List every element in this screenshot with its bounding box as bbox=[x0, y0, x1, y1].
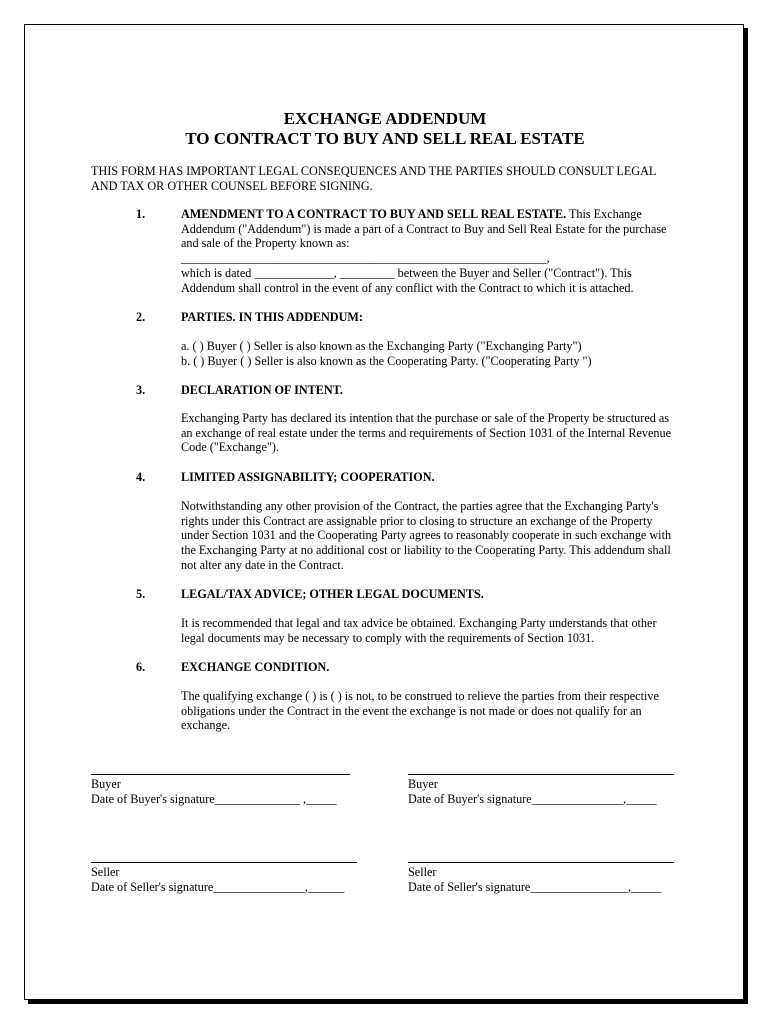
section-2-parties bbox=[181, 339, 681, 368]
section-2-heading: PARTIES. IN THIS ADDENDUM: bbox=[181, 310, 363, 324]
seller-1-date-line[interactable]: Date of Seller's signature_______________,______ bbox=[91, 880, 345, 894]
section-4-number: 4. bbox=[136, 470, 146, 484]
buyer-1-label: Buyer bbox=[91, 777, 121, 791]
buyer-2-label: Buyer bbox=[408, 777, 438, 791]
buyer-1-signature-line[interactable] bbox=[91, 774, 350, 775]
seller-1-label: Seller bbox=[91, 865, 120, 879]
section-1-number: 1. bbox=[136, 207, 146, 221]
section-2-number: 2. bbox=[136, 310, 146, 324]
seller-2-label: Seller bbox=[408, 865, 437, 879]
buyer-1-date-line[interactable]: Date of Buyer's signature______________ ,_____ bbox=[91, 792, 337, 806]
section-1-text-2: which is dated _____________, _________ between the Buyer and Seller ("Contract"). This Addendum shall control in the event of any conflict with the Contract to which it is attached. bbox=[181, 265, 634, 295]
section-4-heading: LIMITED ASSIGNABILITY; COOPERATION. bbox=[181, 470, 435, 484]
seller-1-signature-line[interactable] bbox=[91, 862, 357, 863]
document-title-line-2: TO CONTRACT TO BUY AND SELL REAL ESTATE bbox=[185, 129, 585, 148]
section-1-heading: AMENDMENT TO A CONTRACT TO BUY AND SELL REAL ESTATE. bbox=[181, 207, 567, 221]
seller-2-signature-line[interactable] bbox=[408, 862, 674, 863]
section-5-number: 5. bbox=[136, 587, 146, 601]
exchanging-party-line: a. ( ) Buyer ( ) Seller is also known as the Exchanging Party ("Exchanging Party") bbox=[181, 339, 582, 353]
section-3-number: 3. bbox=[136, 383, 146, 397]
property-address-blank: ____________________________________________________________, bbox=[181, 251, 550, 266]
seller-2-date-line[interactable]: Date of Seller's signature________________,_____ bbox=[408, 880, 662, 894]
buyer-2-signature-line[interactable] bbox=[408, 774, 674, 775]
section-5-text: It is recommended that legal and tax advice be obtained. Exchanging Party understands that other legal documents may be necessary to comply with the requirements of Section 1031. bbox=[181, 616, 657, 645]
section-1-text: This Exchange Addendum ("Addendum") is made a part of a Contract to Buy and Sell Real Estate for the purchase and sale of the Property known as: bbox=[181, 207, 667, 251]
section-6-heading: EXCHANGE CONDITION. bbox=[181, 660, 330, 674]
cooperating-party-line: b. ( ) Buyer ( ) Seller is also known as the Cooperating Party. ("Cooperating Party ") bbox=[181, 353, 592, 368]
section-6-text: The qualifying exchange ( ) is ( ) is not, to be construed to relieve the parties from their respective obligations under the Contract in the event the exchange is not made or does not qualify for an exchange. bbox=[181, 689, 659, 733]
buyer-2-date-line[interactable]: Date of Buyer's signature_______________,_____ bbox=[408, 792, 657, 806]
document-title-line-1: EXCHANGE ADDENDUM bbox=[283, 109, 487, 128]
legal-warning: THIS FORM HAS IMPORTANT LEGAL CONSEQUENCES AND THE PARTIES SHOULD CONSULT LEGAL AND TAX OR OTHER COUNSEL BEFORE SIGNING. bbox=[91, 164, 656, 193]
section-5-heading: LEGAL/TAX ADVICE; OTHER LEGAL DOCUMENTS. bbox=[181, 587, 484, 601]
section-1-body bbox=[181, 207, 681, 295]
section-6-number: 6. bbox=[136, 660, 146, 674]
section-3-heading: DECLARATION OF INTENT. bbox=[181, 383, 343, 397]
section-3-text: Exchanging Party has declared its intention that the purchase or sale of the Property be structured as an exchange of real estate under the terms and requirements of Section 1031 of the Internal Revenue Code ("Exchange"). bbox=[181, 411, 672, 455]
section-4-text: Notwithstanding any other provision of the Contract, the parties agree that the Exchanging Party's rights under this Contract are assignable prior to closing to structure an exchange of the Property under Section 1031 and the Cooperating Party agrees to reasonably cooperate in such exchange with the Exchanging Party at no additional cost or liability to the Cooperating Party. This addendum shall not alter any date in the Contract. bbox=[181, 499, 672, 572]
